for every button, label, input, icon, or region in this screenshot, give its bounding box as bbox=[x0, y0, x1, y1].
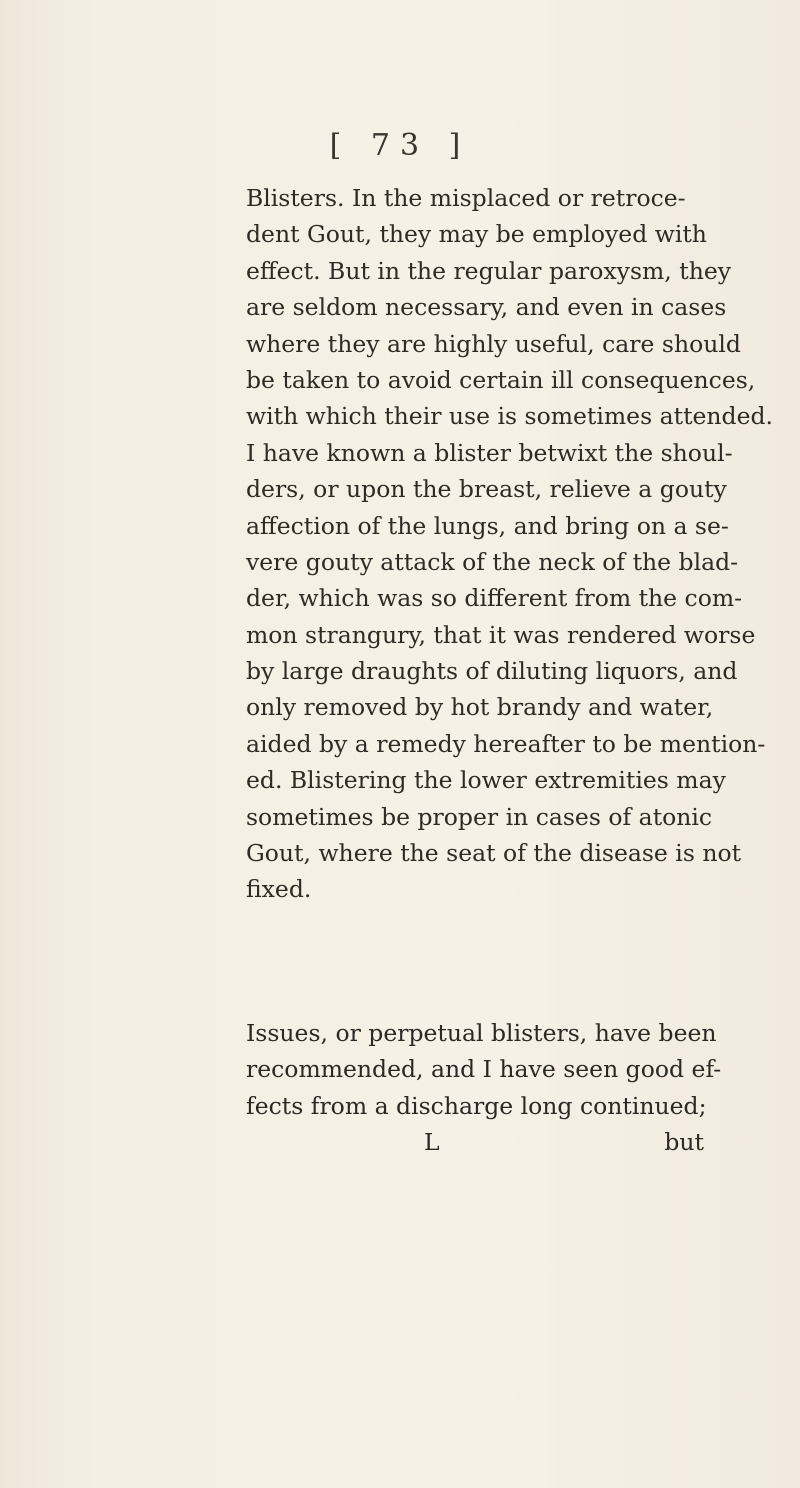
page-footer bbox=[246, 1124, 716, 1160]
line-text: only removed by hot brandy and water, bbox=[246, 693, 714, 722]
line-text: where they are highly useful, care should bbox=[246, 329, 741, 358]
catchword: but bbox=[664, 1128, 704, 1157]
line-text: fixed. bbox=[246, 875, 312, 904]
page-number: [ 73 ] bbox=[329, 128, 471, 163]
line-text: Issues, or perpetual blisters, have been bbox=[246, 1019, 717, 1047]
text-line bbox=[246, 580, 743, 616]
text-line bbox=[246, 726, 766, 762]
text-line bbox=[246, 435, 733, 471]
line-text: be taken to avoid certain ill consequences, bbox=[246, 365, 756, 394]
line-text: are seldom necessary, and even in cases bbox=[246, 293, 727, 322]
line-text: affection of the lungs, and bring on a se- bbox=[246, 511, 729, 540]
line-text: with which their use is sometimes attended. bbox=[246, 402, 774, 431]
text-line bbox=[246, 835, 742, 871]
text-line bbox=[246, 653, 738, 689]
line-text: sometimes be proper in cases of atonic bbox=[246, 802, 713, 831]
text-line bbox=[246, 253, 732, 289]
text-line bbox=[246, 289, 727, 325]
line-text: der, which was so different from the com- bbox=[246, 584, 743, 613]
text-line bbox=[246, 508, 729, 544]
text-line bbox=[246, 362, 756, 398]
line-text: vere gouty attack of the neck of the blad- bbox=[246, 547, 739, 576]
text-line bbox=[246, 871, 716, 907]
signature-mark: L bbox=[424, 1128, 440, 1157]
text-line bbox=[246, 216, 716, 252]
line-text: dent Gout, they may be employed with bbox=[246, 220, 707, 249]
text-line bbox=[246, 398, 774, 434]
text-line bbox=[246, 1051, 722, 1087]
text-line bbox=[246, 471, 727, 507]
text-line bbox=[246, 689, 716, 725]
text-line bbox=[246, 180, 716, 216]
line-text: ed. Blistering the lower extremities may bbox=[246, 766, 726, 795]
text-line bbox=[246, 1015, 716, 1051]
text-line bbox=[246, 762, 726, 798]
paragraph-blisters bbox=[246, 180, 774, 908]
text-line bbox=[246, 617, 756, 653]
line-text: by large draughts of diluting liquors, and bbox=[246, 657, 738, 686]
line-text: recommended, and I have seen good ef- bbox=[246, 1055, 722, 1084]
line-text: mon strangury, that it was rendered worse bbox=[246, 620, 756, 649]
paragraph-issues bbox=[246, 1015, 722, 1161]
text-line bbox=[246, 1088, 716, 1124]
line-text: I have known a blister betwixt the shoul- bbox=[246, 438, 733, 467]
line-text: Blisters. In the misplaced or retroce- bbox=[246, 184, 686, 212]
line-text: ders, or upon the breast, relieve a gouty bbox=[246, 475, 727, 504]
text-line bbox=[246, 799, 716, 835]
text-line bbox=[246, 326, 741, 362]
line-text: fects from a discharge long continued; bbox=[246, 1091, 707, 1120]
text-line bbox=[246, 544, 739, 580]
line-text: aided by a remedy hereafter to be mention- bbox=[246, 729, 766, 758]
line-text: effect. But in the regular paroxysm, they bbox=[246, 256, 732, 285]
line-text: Gout, where the seat of the disease is not bbox=[246, 839, 742, 868]
